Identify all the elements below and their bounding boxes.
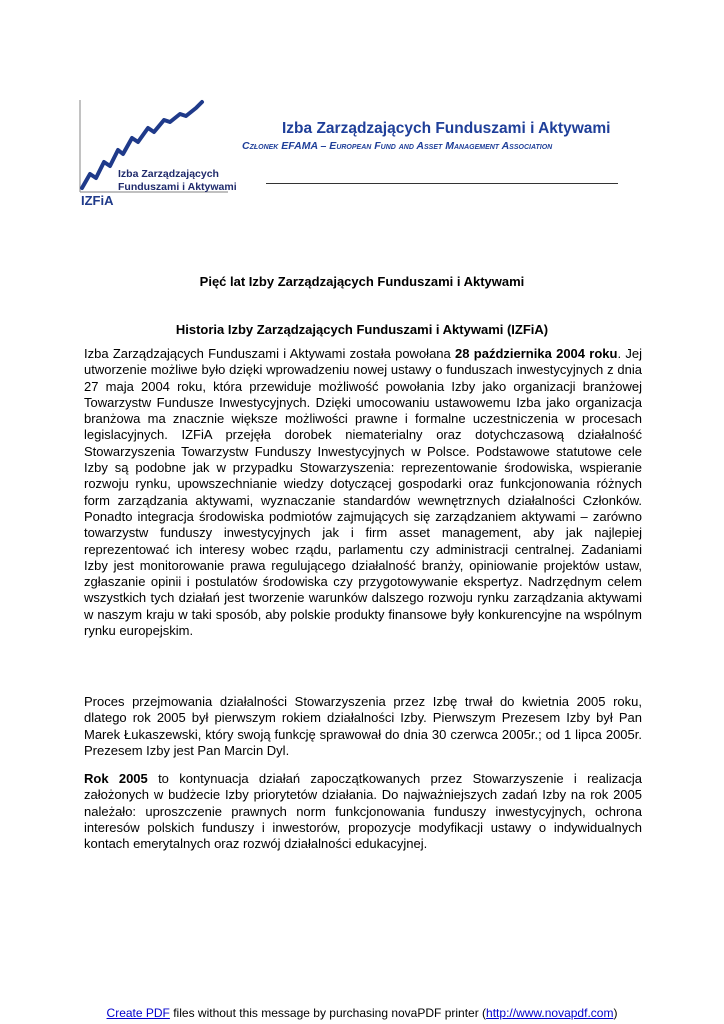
footer-text: files without this message by purchasing novaPDF printer ( — [169, 1006, 487, 1020]
organization-subtitle: Członek EFAMA – European Fund and Asset Management Association — [242, 140, 553, 152]
izfia-logo — [68, 92, 237, 210]
paragraph-transition: Proces przejmowania działalności Stowarzyszenia przez Izbę trwał do kwietnia 2005 roku, dlatego rok 2005 był pierwszym rokiem działalności Izby. Pierwszym Prezesem Izby był Pan Marek Łukaszewski, który swoją funkcję sprawował do dnia 30 czerwca 2005r.; od 1 lipca 2005r. Prezesem Izby jest Pan Marcin Dyl. — [84, 694, 642, 758]
footer-end: ) — [613, 1006, 618, 1020]
organization-title: Izba Zarządzających Funduszami i Aktywami — [282, 120, 611, 137]
paragraph-text: to kontynuacja działań zapoczątkowanych przez Stowarzyszenie i realizacja założonych w budżecie Izby priorytetów działania. Do najważniejszych zadań Izby na rok 2005 należało: uproszczenie prawnych norm funkcjonowania funduszy inwestycyjnych, ochrona interesów polskich funduszy i inwestorów, propozycje modyfikacji ustawy o indywidualnych kontach emerytalnych oraz rozwój działalności edukacyjnej. — [84, 771, 643, 852]
novapdf-link[interactable]: http://www.novapdf.com — [486, 1006, 614, 1020]
paragraph-year-2005 — [84, 771, 642, 852]
paragraph-text: Izba Zarządzających Funduszami i Aktywami została powołana — [84, 346, 456, 361]
document-heading: Pięć lat Izby Zarządzających Funduszami i Aktywami — [199, 274, 525, 289]
pdf-footer — [0, 1006, 724, 1020]
logo-line1: Izba Zarządzających — [118, 168, 219, 180]
section-heading: Historia Izby Zarządzających Funduszami i Aktywami (IZFiA) — [175, 322, 549, 337]
paragraph-text: . Jej utworzenie możliwe było dzięki wprowadzeniu nowej ustawy o funduszach inwestycyjnych z dnia 27 maja 2004 roku, która przewiduje możliwość powołania Izby jako organizacji branżowej Towarzystw Fundusze Inwestycyjnych. Dzięki umocowaniu ustawowemu Izba jako organizacja branżowa ma znacznie większe możliwości prawne i formalne uczestniczenia w procesach legislacyjnych. IZFiA przejęła dorobek niematerialny oraz dotychczasową działalność Stowarzyszenia Towarzystw Funduszy Inwestycyjnych w Polsce. Podstawowe statutowe cele Izby są podobne jak w przypadku Stowarzyszenia: reprezentowanie środowiska, wspieranie rozwoju rynku, upowszechnianie wiedzy dotyczącej gospodarki oraz funkcjonowania różnych form zarządzania aktywami, wyznaczanie standardów wewnętrznych działalności Członków. Ponadto integracja środowiska podmiotów zajmujących się zarządzaniem aktywami – zarówno towarzystw funduszy inwestycyjnych jak i firm asset management, aby jak najlepiej reprezentować ich interesy wobec rządu, parlamentu czy administracji centralnej. Zadaniami Izby jest monitorowanie prawa regulującego działalność branży, opiniowanie projektów ustaw, zgłaszanie opinii i postulatów środowiska czy przygotowywanie ekspertyz. Nadrzędnym celem wszystkich tych działań jest tworzenie warunków dalszego rozwoju rynku zarządzania aktywami w naszym kraju w taki sposób, aby polskie produkty finansowe były konkurencyjne na wspólnym rynku europejskim. — [84, 346, 642, 639]
year-label: Rok 2005 — [84, 771, 148, 786]
create-pdf-link[interactable]: Create PDF — [106, 1006, 170, 1020]
header-divider — [266, 183, 618, 184]
paragraph-history — [84, 346, 642, 639]
logo-line2: Funduszami i Aktywami — [118, 181, 237, 193]
logo-abbr: IZFiA — [81, 193, 114, 208]
founding-date: 28 października 2004 roku — [455, 346, 618, 361]
